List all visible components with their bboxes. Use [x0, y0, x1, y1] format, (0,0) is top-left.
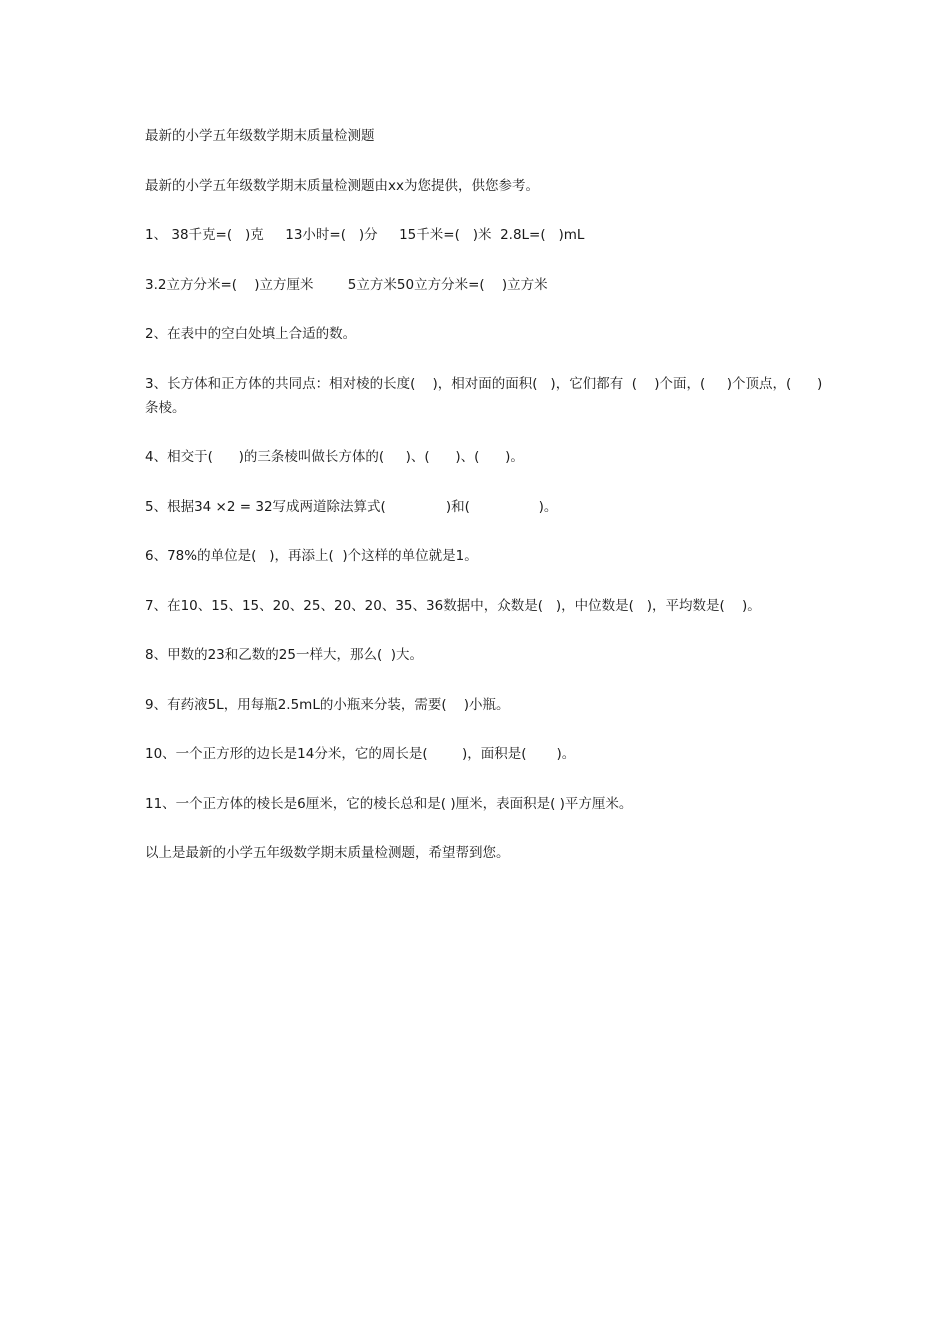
question-1b: 3.2立方分米=( )立方厘米 5立方米50立方分米=( )立方米 [145, 276, 548, 293]
question-6: 6、78%的单位是( )，再添上( )个这样的单位就是1。 [145, 548, 478, 564]
question-8: 8、甲数的23和乙数的25一样大，那么( )大。 [145, 647, 424, 663]
question-2: 2、在表中的空白处填上合适的数。 [145, 326, 357, 342]
question-4: 4、相交于( )的三条棱叫做长方体的( )、( )、( )。 [145, 449, 524, 465]
question-10: 10、一个正方形的边长是14分米，它的周长是( )，面积是( )。 [145, 746, 576, 762]
document-closing: 以上是最新的小学五年级数学期末质量检测题，希望帮到您。 [145, 845, 510, 861]
document-title: 最新的小学五年级数学期末质量检测题 [145, 128, 375, 144]
question-9: 9、有药液5L，用每瓶2.5mL的小瓶来分装，需要( )小瓶。 [145, 696, 510, 713]
question-1a: 1、 38千克=( )克 13小时=( )分 15千米=( )米 2.8L=( )mL [145, 227, 585, 243]
document-body [145, 124, 825, 891]
question-3: 3、长方体和正方体的共同点：相对棱的长度( )，相对面的面积( )，它们都有 ( )个面，( )个顶点，( )条棱。 [145, 375, 823, 416]
question-5: 5、根据34 ×2 = 32写成两道除法算式( )和( )。 [145, 498, 558, 515]
question-11: 11、一个正方体的棱长是6厘米，它的棱长总和是( )厘米，表面积是( )平方厘米。 [145, 795, 633, 812]
document-intro: 最新的小学五年级数学期末质量检测题由xx为您提供，供您参考。 [145, 177, 539, 194]
question-7: 7、在10、15、15、20、25、20、20、35、36数据中，众数是( )，中位数是( )，平均数是( )。 [145, 597, 761, 614]
